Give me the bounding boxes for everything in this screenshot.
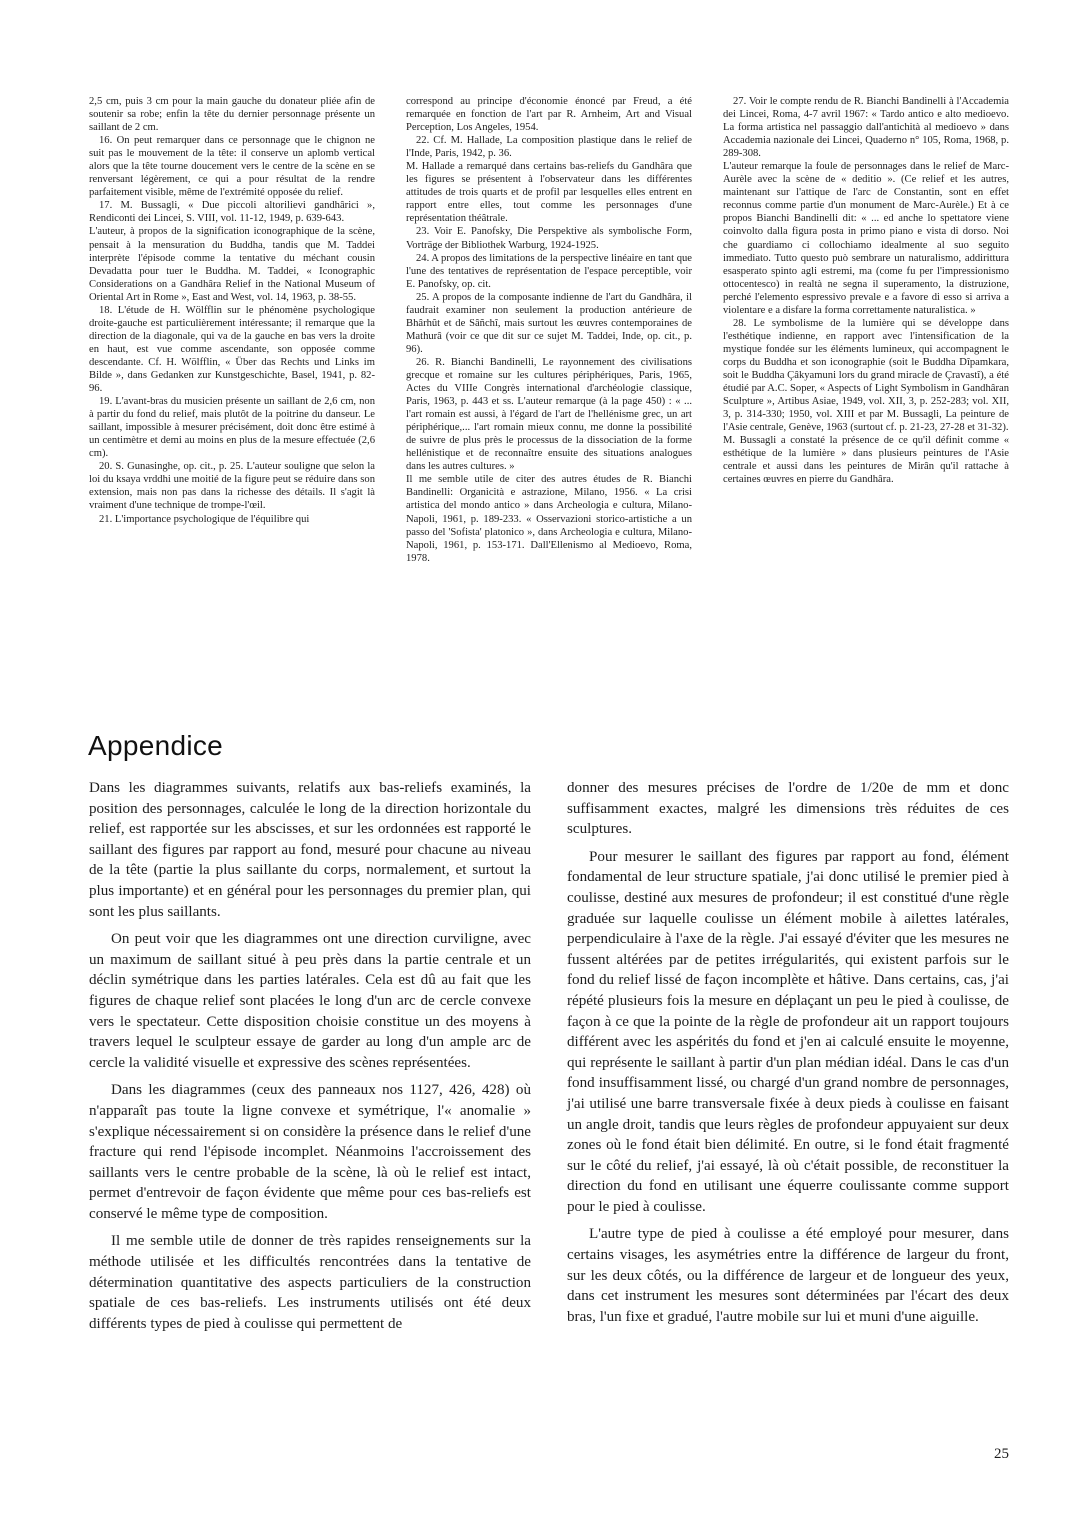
appendix-heading: Appendice bbox=[88, 730, 224, 761]
appendix-column-1 bbox=[89, 778, 531, 1341]
paragraph: M. Bussagli a constaté la présence de ce qu'il définit comme « esthétique de la lumière » dans plusieurs peintures de l'Asie centrale et aussi dans les peintures de Mirân qu'il rattache à certaines œuvres en pierre du Gandhâra. bbox=[723, 435, 1009, 486]
paragraph: 26. R. Bianchi Bandinelli, Le rayonnement des civilisations grecque et romaine sur les cultures périphériques, Paris, 1965, Actes du VIIIe Congrès international d'archéologie classique, Paris, 1963, p. 443 et ss. L'auteur remarque (à la page 450) : « ... l'art romain est aussi, à l'égard de l'art de l'hellénisme grec, un art périphérique,... l'art romain mieux connu, me donne la possibilité de suivre de plus près le processus de la dissociation de la forme hellénistique et de reconnaître ensuite des situations analogues dans les autres cultures. » bbox=[406, 356, 692, 473]
footnotes-section bbox=[89, 95, 1009, 565]
paragraph: 22. Cf. M. Hallade, La composition plastique dans le relief de l'Inde, Paris, 1942, p. 36. bbox=[406, 135, 692, 160]
appendix-body bbox=[89, 778, 1009, 1341]
paragraph: Il me semble utile de citer des autres études de R. Bianchi Bandinelli: Organicità e astrazione, Milano, 1956. « La crisi artistica del mondo antico » dans Archeologia e cultura, Milano-Napoli, 1961, p. 189-233. « Osservazioni storico-artistiche a un passo del 'Sofista' platonico », dans Archeologia e cultura, Milano-Napoli, 1961, p. 153-171. Dall'Ellenismo al Medioevo, Roma, 1978. bbox=[406, 474, 692, 564]
appendix-column-2 bbox=[567, 778, 1009, 1341]
paragraph: 19. L'avant-bras du musicien présente un saillant de 2,6 cm, non à partir du fond du relief, mais plutôt de la poitrine du danseur. Le saillant, impossible à mesurer précisément, doit donc être estimé à un centimètre et demi au moins en plus de la mesure effectuée (2,6 cm). bbox=[89, 396, 375, 460]
paragraph: Il me semble utile de donner de très rapides renseignements sur la méthode utilisée et les difficultés rencontrées dans la tentative de détermination quantitative des aspects particuliers de la construction spatiale de ces bas-reliefs. Les instruments utilisés ont été deux différents types de pied à coulisse qui permettent de bbox=[89, 1233, 531, 1332]
paragraph: L'auteur, à propos de la signification iconographique de la scène, pensait à la mensuration du Buddha, tandis que M. Taddei interprète l'épisode comme la tentative du méchant cousin Devadatta pour tuer le Buddha. M. Taddei, « Iconographic Considerations on a Gandhâra Relief in the National Museum of Oriental Art in Rome », East and West, vol. 14, 1963, p. 38-55. bbox=[89, 226, 375, 303]
paragraph: 25. A propos de la composante indienne de l'art du Gandhâra, il faudrait examiner non seulement la production antérieure de Bhârhût et de Sâñchî, mais surtout les œuvres contemporaines de Mathurâ (voir ce que dit sur ce sujet M. Taddei, Inde, op. cit., p. 96). bbox=[406, 291, 692, 355]
page-number: 25 bbox=[994, 1446, 1009, 1462]
paragraph: donner des mesures précises de l'ordre de 1/20e de mm et donc suffisamment exactes, malgré les dimensions très réduites de ces sculptures. bbox=[567, 780, 1009, 838]
paragraph: 18. L'étude de H. Wölfflin sur le phénomène psychologique droite-gauche est particulièrement intéressante; il remarque que la direction de la diagonale, qui va de la gauche en bas vers la droite en haut, est vue comme ascendante, son opposée comme descendante. Cf. H. Wölfflin, « Über das Rechts und Links im Bilde », dans Gedanken zur Kunstgeschichte, Basel, 1941, p. 82-96. bbox=[89, 304, 375, 395]
paragraph: 27. Voir le compte rendu de R. Bianchi Bandinelli à l'Accademia dei Lincei, Roma, 4-7 avril 1967: « Tardo antico e alto medioevo. La forma artistica nel passaggio dall'antichità al medioevo » dans Accademia nazionale dei Lincei, Quaderno n° 105, Roma, 1968, p. 289-308. bbox=[723, 96, 1009, 160]
footnotes-column-3 bbox=[723, 95, 1009, 565]
paragraph: 20. S. Gunasinghe, op. cit., p. 25. L'auteur souligne que selon la loi du ksaya vrddhi une moitié de la figure peut se réduire dans son extension, mais non pas dans la richesse des détails. Il s'agit là vraiment d'une technique de trompe-l'œil. bbox=[89, 461, 375, 512]
paragraph: 23. Voir E. Panofsky, Die Perspektive als symbolische Form, Vorträge der Bibliothek Warburg, 1924-1925. bbox=[406, 226, 692, 251]
paragraph: 21. L'importance psychologique de l'équilibre qui bbox=[99, 513, 310, 525]
paragraph: L'autre type de pied à coulisse a été employé pour mesurer, dans certains visages, les asymétries entre la différence de largeur du front, sur les deux côtés, ou la différence de largeur et de longueur des yeux, dans cet instrument les mesures sont déterminées par l'écart des deux bras, l'un fixe et gradué, l'autre mobile sur lui et muni d'une aiguille. bbox=[567, 1226, 1009, 1325]
paragraph: L'auteur remarque la foule de personnages dans le relief de Marc-Aurèle avec la scène de « deditio ». (Ce relief et les autres, maintenant sur l'attique de l'arc de Constantin, sont en effet reconnus comme partie d'un monument de Marc-Aurèle.) Et à ce propos Bianchi Bandinelli dit: « ... ed anche lo spettatore viene coinvolto dalla figura posta in primo piano e vista di dorso. Noi che guardiamo ci collochiamo idealmente al suo seguito immediato. Tutto questo può sembrare un naturalismo, addirittura esasperato spinto agli estremi, ma (come fu per l'impressionismo ottocentesco) in realtà ne segna il superamento, la distruzione, perché l'elemento espressivo prevale e a favore di esso si arriva a violentare e a disfare la forma correttamente naturalistica. » bbox=[723, 161, 1009, 316]
footnotes-column-1 bbox=[89, 95, 375, 565]
footnotes-column-2 bbox=[406, 95, 692, 565]
paragraph: 24. A propos des limitations de la perspective linéaire en tant que l'une des tentatives de représentation de l'espace perceptible, voir E. Panofsky, op. cit. bbox=[406, 252, 692, 290]
paragraph: 16. On peut remarquer dans ce personnage que le chignon ne suit pas le mouvement de la tête: il conserve un aplomb vertical alors que la tête tourne doucement vers le centre de la scène en se renversant légèrement, ce qui a pour résultat de la rendre parfaitement visible, même de l'extrémité opposée du relief. bbox=[89, 135, 375, 199]
paragraph: 28. Le symbolisme de la lumière qui se développe dans l'esthétique indienne, en rapport avec l'intensification de la mystique fondée sur les éléments lumineux, qui accompagnent le corps du Buddha et son iconographie (soit le Buddha Dîpamkara, soit le Buddha Çâkyamuni lors du grand miracle de Çravastî), a été étudié par A.C. Soper, « Aspects of Light Symbolism in Gandhâran Sculpture », Artibus Asiae, 1949, vol. XII, 3, p. 252-283; vol. XII, 3, p. 314-330; 1950, vol. XIII et par M. Bussagli, La peinture de l'Asie centrale, Genève, 1963 (surtout cf. p. 21-23, 27-28 et 31-32). bbox=[723, 317, 1009, 434]
paragraph: Pour mesurer le saillant des figures par rapport au fond, élément fondamental de leur structure spatiale, j'ai donc utilisé le premier pied à coulisse, destiné aux mesures de profondeur; il est constitué d'une règle graduée sur laquelle coulisse un élément mobile à ailettes latérales, perpendiculaire à l'axe de la règle. J'ai essayé d'éviter que les mesures ne fussent altérées par de petites irrégularités, qui existent parfois sur le fond du relief lissé de façon incomplète et hâtive. Dans certains, cas, j'ai répété plusieurs fois la mesure en déplaçant un peu le pied à coulisse, de façon à ce que la pointe de la règle de profondeur ait un rapport toujours différent avec les aspérités du fond et j'en ai calculé ensuite le moyenne, qui représente le saillant à partir d'un plan médian idéal. Dans le cas d'un fond insuffisamment lissé, ou chargé d'un grand nombre de personnages, j'ai utilisé une barre transversale fixée à deux pieds à coulisse en faisant un angle droit, tandis que leurs règles de profondeur appuyaient sur deux zones où le fond était bien délimité. En outre, si le fond était fragmenté sur le côté du relief, j'ai essayé, là où c'était possible, de reconstituer la direction du fond en utilisant une équerre coulissante comme support pour le pied à coulisse. bbox=[567, 848, 1009, 1215]
paragraph: 17. M. Bussagli, « Due piccoli altorilievi gandhârici », Rendiconti dei Lincei, S. VIII, vol. 11-12, 1949, p. 639-643. bbox=[89, 200, 375, 225]
paragraph: M. Hallade a remarqué dans certains bas-reliefs du Gandhâra que les figures se présentent à l'observateur dans les différentes attitudes de trois quarts et de profil par lesquelles elles entrent en rapport entre elles, tout comme les personnages d'une représentation théâtrale. bbox=[406, 161, 692, 225]
paragraph: Dans les diagrammes (ceux des panneaux nos 1127, 426, 428) où n'apparaît pas toute la ligne convexe et symétrique, l'« anomalie » s'explique nécessairement si on considère la présence dans le relief d'une fracture qui rend l'épisode incomplet. Néanmoins l'accroissement des saillants vers le centre probable de la scène, là où le relief est intact, permet d'entrevoir de façon évidente que même pour ces bas-reliefs est conservé le même type de composition. bbox=[89, 1082, 531, 1222]
paragraph: correspond au principe d'économie énoncé par Freud, a été remarquée en fonction de l'art par R. Arnheim, Art and Visual Perception, Los Angeles, 1954. bbox=[406, 96, 692, 134]
paragraph: Dans les diagrammes suivants, relatifs aux bas-reliefs examinés, la position des personnages, calculée le long de la direction horizontale du relief, est rapportée sur les abscisses, et sur les ordonnées est rapporté le saillant des figures par rapport au fond, mesuré pour chacune au niveau de la tête (partie la plus saillante du corps, normalement, et surtout la plus importante) et en général pour les personnages du premier plan, qui sont les plus saillants. bbox=[89, 780, 531, 920]
paragraph: On peut voir que les diagrammes ont une direction curviligne, avec un maximum de saillant situé à peu près dans la partie centrale et un déclin symétrique dans les parties latérales. Cela est dû au fait que les figures de chaque relief sont placées le long d'un arc de cercle convexe vers le spectateur. Cette disposition choisie constitue un des moyens à travers lequel le sculpteur essaye de garder au long d'un ample arc de cercle la validité visuelle et expressive des scènes représentées. bbox=[89, 931, 531, 1071]
paragraph: 2,5 cm, puis 3 cm pour la main gauche du donateur pliée afin de soutenir sa robe; enfin la tête du dernier personnage présente un saillant de 2 cm. bbox=[89, 96, 375, 134]
